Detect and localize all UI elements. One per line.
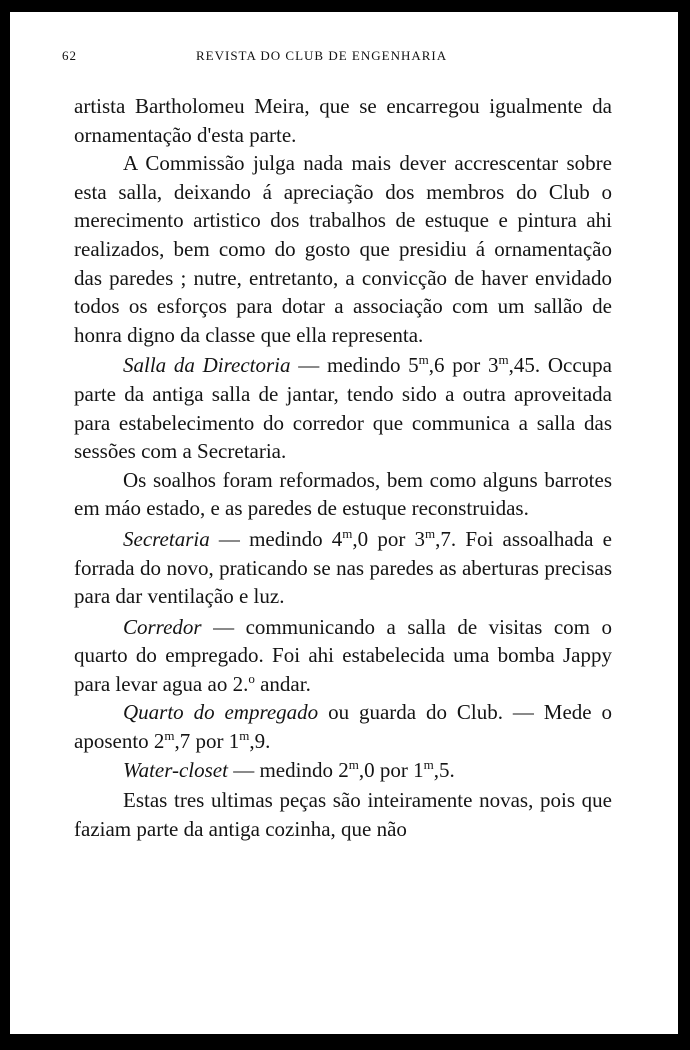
paragraph-1: artista Bartholomeu Meira, que se encarregou igualmente da ornamentação d'esta parte. bbox=[74, 94, 612, 147]
paragraph-2: A Commissão julga nada mais dever accrescentar sobre esta salla, deixando á apreciação dos membros do Club o merecimento artistico dos trabalhos de estuque e pintura ahi realizados, bem como do gosto que presidiu á ornamentação das paredes ; nutre, entretanto, a convicção de haver envidado todos os esforços para dotar a associação com um sallão de honra digno da classe que ella representa. bbox=[74, 151, 612, 347]
section-title: Water-closet bbox=[123, 757, 228, 782]
paragraph-final: Estas tres ultimas peças são inteiramente novas, pois que faziam parte da antiga cozinha, que não bbox=[74, 788, 612, 841]
paragraph-soalhos: Os soalhos foram reformados, bem como alguns barrotes em máo estado, e as paredes de estuque reconstruidas. bbox=[74, 467, 612, 521]
paragraph-salla-directoria: Salla da Directoria — medindo 5$^m$,6 por 3$^m$,45. Occupa parte da antiga salla de jantar, tendo sido a outra aproveitada para estabelecimento do corredor que communica a salla das sessões com a Secretaria. bbox=[74, 352, 612, 464]
section-title: Corredor bbox=[123, 614, 202, 639]
section-title: Salla da Directoria bbox=[123, 353, 291, 378]
paragraph-secretaria: Secretaria — medindo 4$^m$,0 por 3$^m$,7. Foi assoalhada e forrada do novo, praticando se nas paredes as aberturas precisas para dar ventilação e luz. bbox=[74, 525, 612, 609]
section-title: Secretaria bbox=[123, 526, 210, 551]
running-head bbox=[62, 48, 622, 72]
paragraph-quarto-empregado: Quarto do empregado ou guarda do Club. — Mede o aposento 2$^m$,7 por 1$^m$,9. bbox=[74, 700, 612, 754]
section-title: Quarto do empregado bbox=[123, 700, 319, 725]
body-text bbox=[74, 92, 612, 843]
page-number: 62 bbox=[62, 48, 77, 63]
journal-title: REVISTA DO CLUB DE ENGENHARIA bbox=[196, 48, 448, 63]
paragraph-water-closet: Water-closet — medindo 2$^m$,0 por 1$^m$,5. bbox=[123, 756, 455, 782]
paragraph-corredor: Corredor — communicando a salla de visitas com o quarto do empregado. Foi ahi estabelecida uma bomba Jappy para levar agua ao 2.$^o$ andar. bbox=[74, 614, 612, 696]
book-page bbox=[10, 12, 678, 1034]
